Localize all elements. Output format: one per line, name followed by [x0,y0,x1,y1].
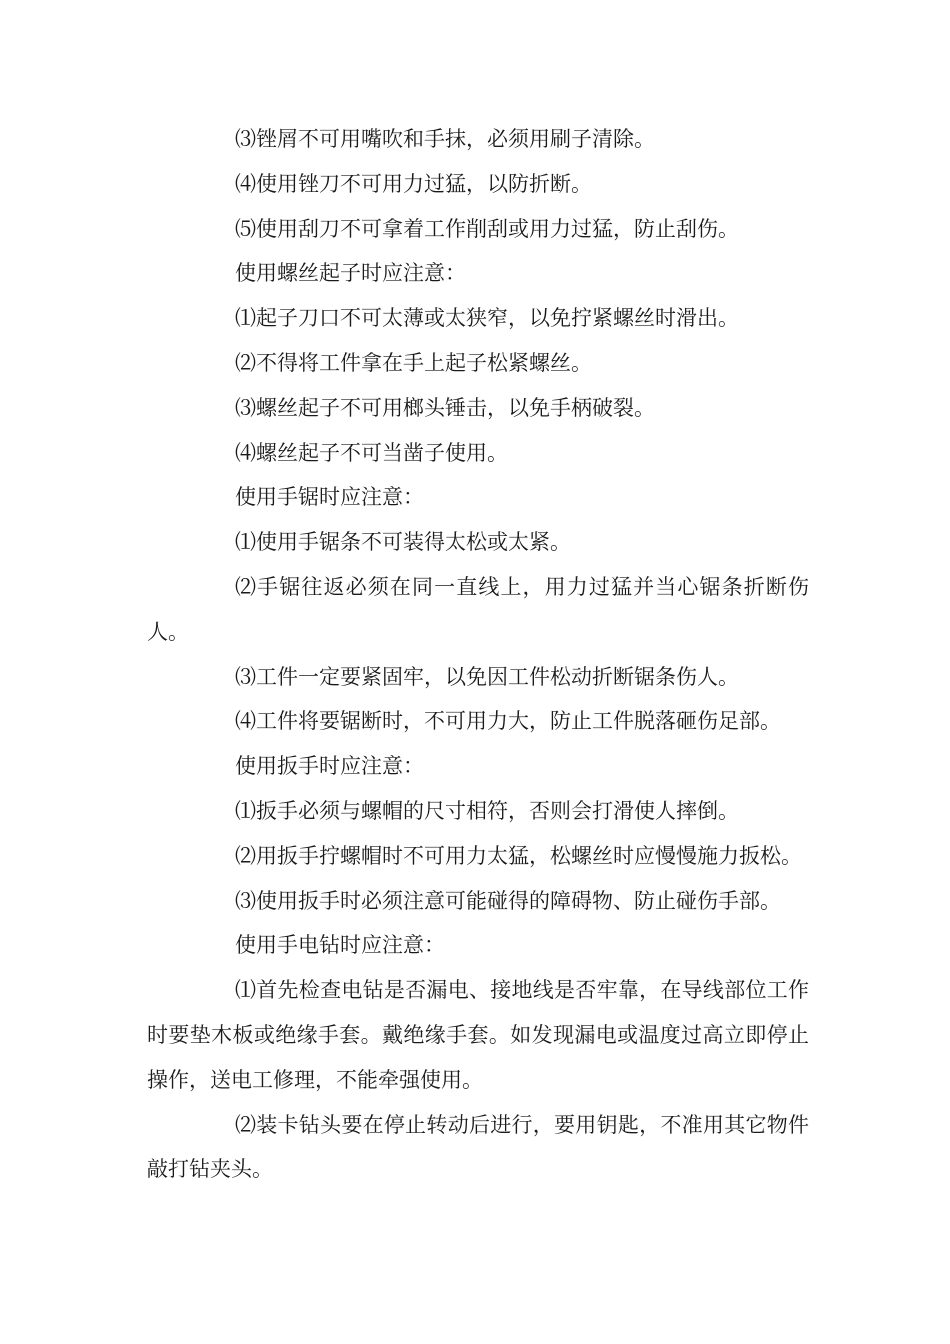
section-heading: 使用手锯时应注意： [235,485,424,510]
paragraph: ⑶螺丝起子不可用榔头锤击，以免手柄破裂。 [235,395,655,420]
paragraph: ⑴扳手必须与螺帽的尺寸相符，否则会打滑使人摔倒。 [235,798,739,823]
paragraph: ⑶使用扳手时必须注意可能碰得的障碍物、防止碰伤手部。 [235,888,781,913]
paragraph: ⑴使用手锯条不可装得太松或太紧。 [235,530,571,555]
section-heading: 使用螺丝起子时应注意： [235,261,466,286]
paragraph: ⑵装卡钻头要在停止转动后进行，要用钥匙，不准用其它物件敲打钻夹头。 [147,1112,809,1182]
paragraph: ⑴起子刀口不可太薄或太狭窄，以免拧紧螺丝时滑出。 [235,306,739,331]
paragraph: ⑷使用锉刀不可用力过猛，以防折断。 [235,171,592,196]
paragraph: ⑵用扳手拧螺帽时不可用力太猛，松螺丝时应慢慢施力扳松。 [235,843,802,868]
paragraph: ⑶工件一定要紧固牢，以免因工件松动折断锯条伤人。 [235,664,739,689]
paragraph: ⑸使用刮刀不可拿着工作削刮或用力过猛，防止刮伤。 [235,216,739,241]
paragraph: ⑷工件将要锯断时，不可用力大，防止工件脱落砸伤足部。 [235,709,781,734]
section-heading: 使用扳手时应注意： [235,754,424,779]
document-body [147,117,809,1192]
paragraph: ⑷螺丝起子不可当凿子使用。 [235,440,508,465]
paragraph: ⑵手锯往返必须在同一直线上，用力过猛并当心锯条折断伤人。 [147,574,809,644]
paragraph: ⑴首先检查电钻是否漏电、接地线是否牢靠，在导线部位工作时要垫木板或绝缘手套。戴绝缘手套。如发现漏电或温度过高立即停止操作，送电工修理，不能牵强使用。 [147,978,809,1092]
paragraph: ⑵不得将工件拿在手上起子松紧螺丝。 [235,350,592,375]
paragraph: ⑶锉屑不可用嘴吹和手抹，必须用刷子清除。 [235,127,655,151]
section-heading: 使用手电钻时应注意： [235,933,445,958]
